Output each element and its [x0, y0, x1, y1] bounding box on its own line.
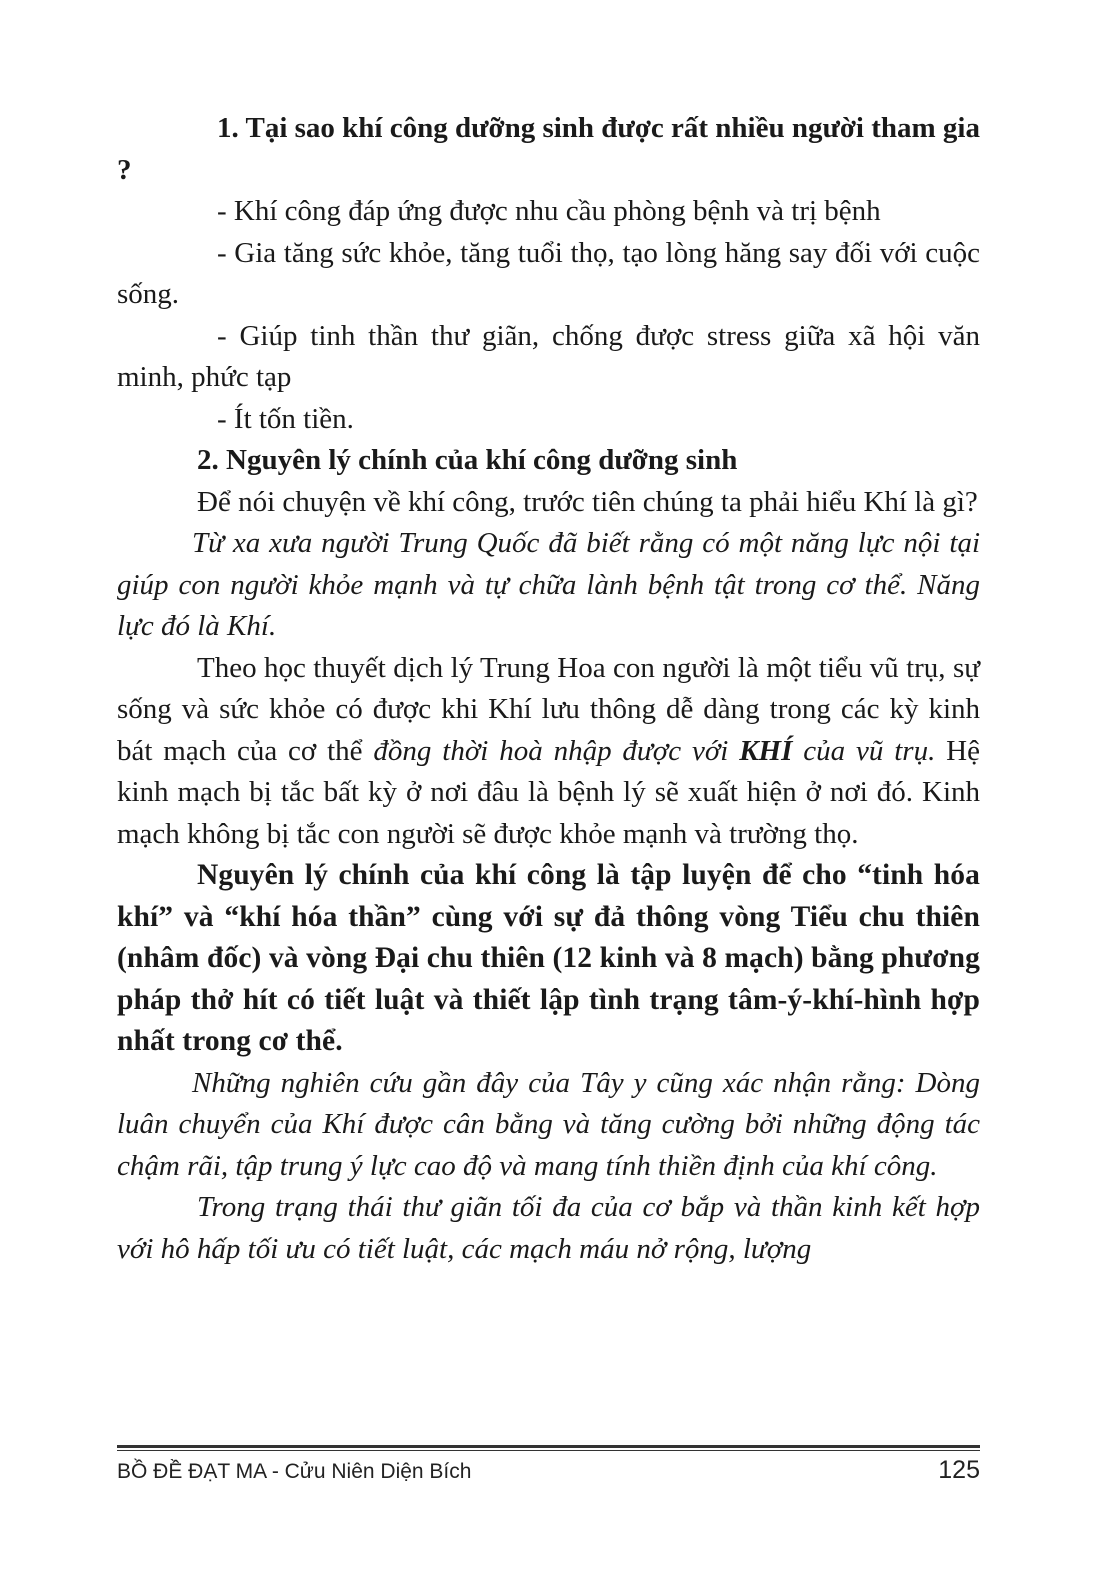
- italic-paragraph: Trong trạng thái thư giãn tối đa của cơ bắp và thần kinh kết hợp với hô hấp tối ưu có tiết luật, các mạch máu nở rộng, lượng: [117, 1191, 980, 1265]
- footer-book-title: BỒ ĐỀ ĐẠT MA - Cửu Niên Diện Bích: [117, 1460, 472, 1483]
- list-item: - Ít tốn tiền.: [217, 402, 354, 435]
- principle-paragraph: Nguyên lý chính của khí công là tập luyện để cho “tinh hóa khí” và “khí hóa thần” cùng với sự đả thông vòng Tiểu chu thiên (nhâm đốc) và vòng Đại chu thiên (12 kinh và 8 mạch) bằng phương pháp thở hít có tiết luật và thiết lập tình trạng tâm-ý-khí-hình hợp nhất trong cơ thể.: [117, 859, 980, 1057]
- theory-italic: đồng thời hoà nhập được với: [373, 734, 740, 767]
- section2-intro: Để nói chuyện về khí công, trước tiên chúng ta phải hiểu Khí là gì?: [197, 485, 978, 518]
- theory-bold-italic: KHÍ: [739, 734, 793, 767]
- list-item: - Gia tăng sức khỏe, tăng tuổi thọ, tạo lòng hăng say đối với cuộc sống.: [117, 236, 980, 310]
- italic-paragraph: Những nghiên cứu gần đây của Tây y cũng xác nhận rằng: Dòng luân chuyển của Khí được cân bằng và tăng cường bởi những động tác chậm rãi, tập trung ý lực cao độ và mang tính thiền định của khí công.: [117, 1066, 980, 1182]
- page-body: [117, 108, 980, 1270]
- page-number: 125: [938, 1456, 980, 1484]
- italic-paragraph: Từ xa xưa người Trung Quốc đã biết rằng có một năng lực nội tại giúp con người khỏe mạnh và tự chữa lành bệnh tật trong cơ thể. Năng lực đó là Khí.: [117, 527, 980, 642]
- theory-text-2: Hệ kinh mạch bị tắc bất kỳ ở nơi đâu là bệnh lý sẽ xuất hiện ở nơi đó. Kinh mạch không bị tắc con người sẽ được khỏe mạnh và trường thọ.: [117, 734, 980, 850]
- footer-divider: [117, 1445, 980, 1448]
- theory-text: Theo học thuyết dịch lý Trung Hoa con người là một tiểu vũ trụ, sự sống và sức khỏe có được khi Khí lưu thông dễ dàng trong các kỳ kinh bát mạch của cơ thể: [117, 651, 980, 767]
- theory-italic-2: của vũ trụ.: [792, 734, 936, 767]
- list-item: - Khí công đáp ứng được nhu cầu phòng bệnh và trị bệnh: [217, 195, 881, 227]
- theory-paragraph: [117, 648, 980, 856]
- list-item: - Giúp tinh thần thư giãn, chống được stress giữa xã hội văn minh, phức tạp: [117, 319, 980, 393]
- section2-title: 2. Nguyên lý chính của khí công dưỡng sinh: [197, 444, 738, 476]
- section1-title: 1. Tại sao khí công dưỡng sinh được rất nhiều người tham gia ?: [117, 112, 980, 186]
- footer-divider-thin: [117, 1450, 980, 1451]
